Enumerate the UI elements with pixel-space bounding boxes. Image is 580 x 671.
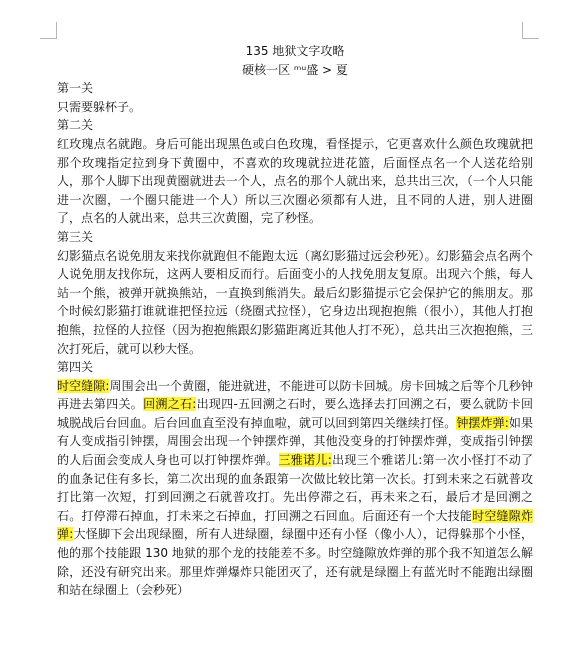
crop-mark-top-right	[522, 22, 539, 39]
keyword-description: 出现三个雅诺儿:第一次小怪打不动了的血条记住有多长，第二次出现的血条跟第一次做比较比第一次长。打到未来之石就普攻打比第一次短，打到回溯之石就普攻打。先出停滞之石，再未来之石，最后才是回溯之石。打停滞石掉血，打未来之石掉血，打回溯之石回血。后面还有一个大技能	[57, 453, 533, 523]
doc-title: 135 地狱文字攻略	[245, 44, 345, 58]
section-text-4	[57, 377, 533, 600]
keyword-description: 如果有人变成指引钟摆，周围会出现一个钟摆炸弹，其他没变身的打钟摆炸弹，变成指引钟摆的人后面会变成人身也可以打钟摆炸弹。	[57, 415, 533, 468]
section-heading-1: 第一关	[57, 81, 94, 96]
section-text-1: 只需要躲杯子。	[57, 99, 142, 114]
section-text-3: 幻影猫点名说免朋友来找你就跑但不能跑太远（离幻影猫过远会秒死）。幻影猫会点名两个人说免朋友找你玩，这两人要相反而行。后面变小的人找免朋友复原。出现六个熊，每人站一个熊，被弹开就换熊站，一直换到熊消失。最后幻影猫提示它会保护它的熊朋友。那个时候幻影猫打谁就谁把怪拉远（绕圈式拉怪），它身边出现抱抱熊（很小），其他人打抱抱熊，拉怪的人拉怪（因为抱抱熊跟幻影猫距离近其他人打不死），总共出三次抱抱熊，三次打死后，就可以秒大怪。	[57, 248, 533, 356]
keyword-description: 出现四-五回溯之石时，要么选择去打回溯之石，要么就防卡回城脱战后台回血。后台回血直至没有掉血啦，就可以回到第四关继续打怪。	[57, 397, 533, 430]
section-heading-4: 第四关	[57, 360, 94, 375]
document-body	[57, 42, 533, 600]
section-heading-2: 第二关	[57, 118, 94, 133]
keyword-description: 大怪脚下会出现绿圈，所有人进绿圈，绿圈中还有小怪（像小人），记得躲那个小怪，他的那个技能跟 130 地狱的那个龙的技能差不多。时空缝隙放炸弹的那个我不知道怎么解除，还没有研究出来。那里炸弹爆炸只能团灭了，还有就是绿圈上有蓝光时不能跑出绿圈和站在绿圈上（会秒死）	[57, 527, 533, 598]
section-heading-3: 第三关	[57, 229, 94, 244]
doc-subtitle: 硬核一区 ᵐᵘ盛 > 夏	[242, 62, 348, 77]
keyword-highlight: 时空缝隙炸弹:	[57, 508, 533, 542]
keyword-highlight: 回溯之石:	[143, 397, 197, 412]
keyword-highlight: 钟摆炸弹:	[456, 415, 509, 430]
keyword-highlight: 三雅诺儿:	[278, 453, 332, 468]
crop-mark-top-left	[40, 22, 57, 39]
keyword-highlight: 时空缝隙:	[57, 378, 110, 393]
section-text-2: 红玫瑰点名就跑。身后可能出现黑色或白色玫瑰，看怪提示，它更喜欢什么颜色玫瑰就把那个玫瑰指定拉到身下黄圈中，不喜欢的玫瑰就拉进花篮，后面怪点名一个人送花给别人，那个人脚下出现黄圈就进去一个人，点名的那个人就出来，总共出三次，（一个人只能进一次圈，一个圈只能进一个人）所以三次圈必须都有人进，且不同的人进，别人进圈了，点名的人就出来，总共三次黄圈，完了秒怪。	[57, 136, 533, 226]
keyword-description: 周围会出一个黄圈，能进就进，不能进可以防卡回城。房卡回城之后等个几秒钟再进去第四关。	[57, 378, 533, 412]
